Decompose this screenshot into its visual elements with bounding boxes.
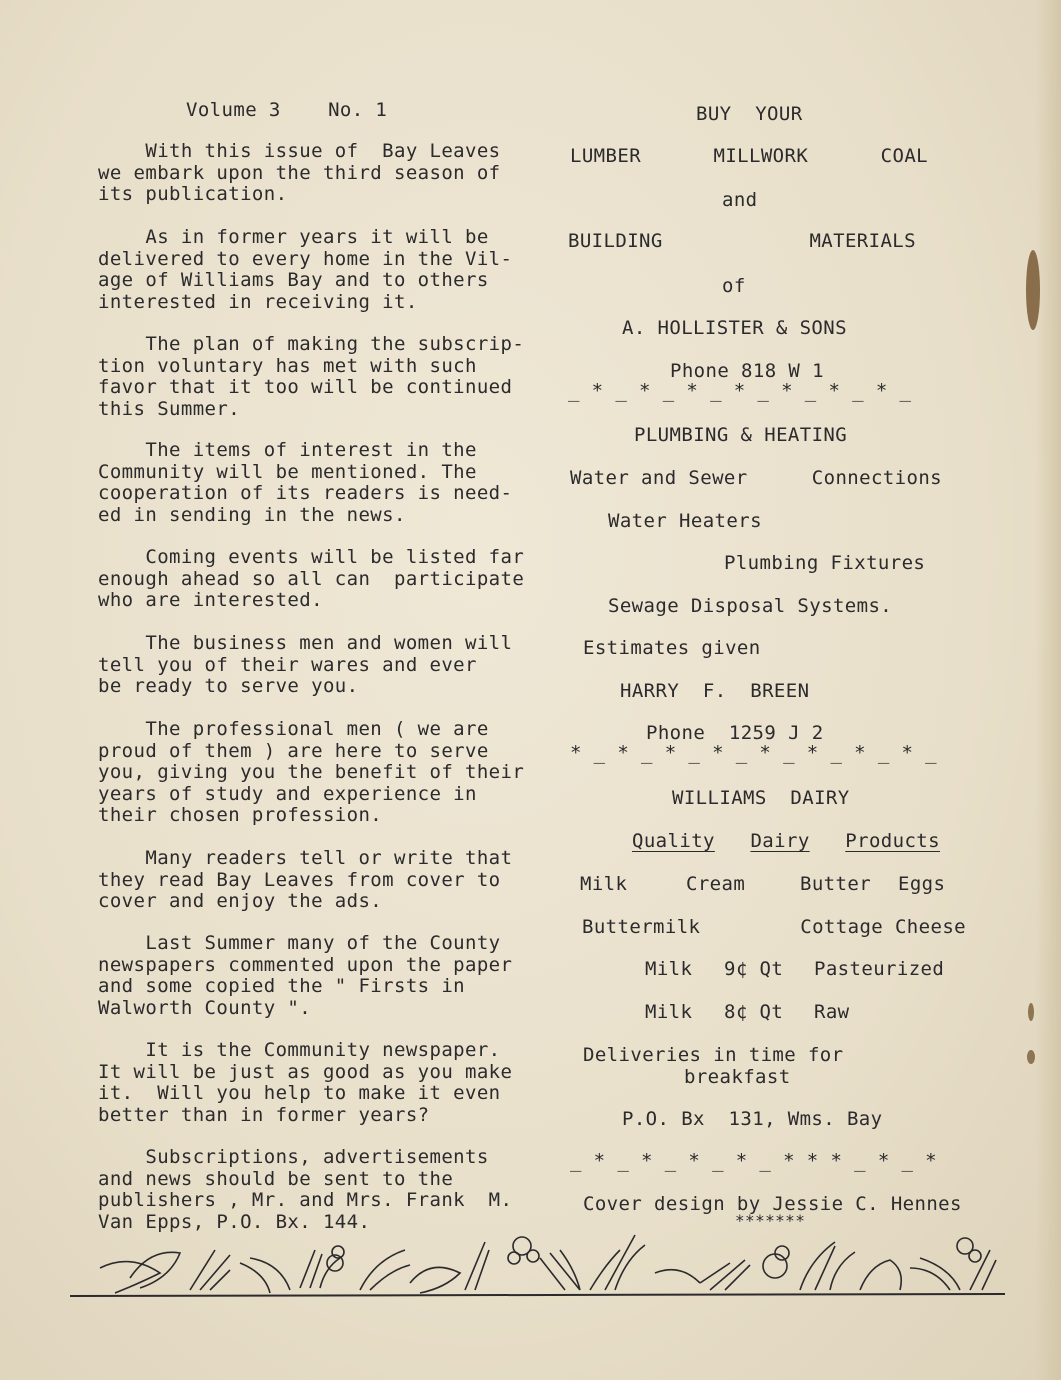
dairy-ad-price-raw: 8¢ Qt bbox=[724, 1001, 784, 1023]
paragraph-coming-events bbox=[98, 547, 553, 612]
text-line: Coming events will be listed far bbox=[98, 546, 525, 568]
item-materials: MATERIALS bbox=[809, 230, 916, 252]
text-line: newspapers commented upon the paper bbox=[98, 953, 513, 976]
plumbing-ad-estimates: Estimates given bbox=[583, 637, 761, 659]
text-line: their chosen profession. bbox=[98, 804, 383, 826]
dairy-ad-milk-raw: Milk bbox=[645, 1001, 693, 1023]
tagline-quality: Quality bbox=[632, 830, 715, 852]
dairy-ad-row2 bbox=[582, 916, 966, 938]
plumbing-ad-name: HARRY F. BREEN bbox=[620, 680, 810, 702]
plumbing-ad-headline: PLUMBING & HEATING bbox=[634, 424, 848, 446]
dairy-ad-pasteurized: Pasteurized bbox=[814, 958, 945, 980]
text-line: The items of interest in the bbox=[98, 439, 477, 461]
text-line: Walworth County ". bbox=[98, 996, 312, 1019]
text-line: It will be just as good as you make bbox=[98, 1060, 513, 1083]
border-flourishes bbox=[100, 1235, 996, 1293]
text-line: tell you of their wares and ever bbox=[98, 653, 477, 676]
text-line: cover and enjoy the ads. bbox=[98, 890, 383, 912]
dairy-ad-price-pasteurized: 9¢ Qt bbox=[724, 958, 784, 980]
text-line: The business men and women will bbox=[98, 632, 513, 654]
lumber-ad-headline: BUY YOUR bbox=[696, 103, 803, 125]
item-building: BUILDING bbox=[568, 230, 663, 252]
tagline-products: Products bbox=[845, 830, 940, 852]
text-cottage-cheese: Cottage Cheese bbox=[800, 916, 966, 938]
dairy-ad-butter: Butter bbox=[800, 873, 872, 895]
item-millwork: MILLWORK bbox=[713, 145, 809, 167]
paragraph-publishers bbox=[98, 1147, 553, 1233]
text-line: age of Williams Bay and to others bbox=[98, 269, 489, 291]
text-line: With this issue of Bay Leaves bbox=[98, 140, 501, 162]
paragraph-county-papers bbox=[98, 933, 553, 1019]
separator-3: _ * _ * _ * _ * _ * * * _ * _ * bbox=[570, 1150, 938, 1172]
text-line: and some copied the " Firsts in bbox=[98, 975, 466, 997]
text-line: Last Summer many of the County bbox=[98, 932, 501, 954]
text-buttermilk: Buttermilk bbox=[582, 916, 701, 938]
text-line: its publication. bbox=[98, 183, 288, 205]
dairy-ad-delivery-1: Deliveries in time for bbox=[583, 1044, 844, 1066]
cover-credit: Cover design by Jessie C. Hennes bbox=[583, 1193, 962, 1215]
lumber-ad-and: and bbox=[722, 189, 758, 211]
dairy-ad-address: P.O. Bx 131, Wms. Bay bbox=[622, 1108, 883, 1130]
text-line: this Summer. bbox=[98, 397, 241, 420]
plumbing-ad-phone: Phone 1259 J 2 bbox=[646, 722, 824, 744]
dairy-ad-milk: Milk bbox=[580, 873, 628, 895]
paragraph-community-newspaper bbox=[98, 1040, 553, 1126]
dairy-ad-raw: Raw bbox=[814, 1001, 850, 1023]
paragraph-intro bbox=[98, 141, 553, 206]
text-line: and news should be sent to the bbox=[98, 1167, 454, 1190]
paragraph-subscription bbox=[98, 334, 553, 420]
text-line: ed in sending in the news. bbox=[98, 503, 406, 526]
plumbing-ad-sewage: Sewage Disposal Systems. bbox=[608, 595, 893, 617]
paragraph-business bbox=[98, 633, 553, 698]
text-connections: Connections bbox=[811, 467, 942, 489]
lumber-ad-phone: Phone 818 W 1 bbox=[670, 360, 824, 382]
dairy-ad-headline: WILLIAMS DAIRY bbox=[672, 787, 850, 809]
text-line: cooperation of its readers is need- bbox=[98, 482, 513, 504]
text-line: As in former years it will be bbox=[98, 226, 489, 248]
lumber-ad-company: A. HOLLISTER & SONS bbox=[622, 317, 847, 339]
dairy-ad-tagline bbox=[632, 830, 940, 852]
text-line: delivered to every home in the Vil- bbox=[98, 247, 513, 270]
text-line: Van Epps, P.O. Bx. 144. bbox=[98, 1210, 371, 1233]
text-line: years of study and experience in bbox=[98, 782, 477, 805]
paragraph-community-items bbox=[98, 440, 553, 526]
text-line: who are interested. bbox=[98, 589, 323, 611]
border-baseline bbox=[70, 1294, 1005, 1296]
volume-label: Volume 3 bbox=[186, 99, 281, 121]
stain-mark bbox=[1027, 1050, 1035, 1064]
dairy-ad-milk-pasteurized: Milk bbox=[645, 958, 693, 980]
floral-border-illustration bbox=[70, 1228, 1005, 1300]
plumbing-ad-fixtures: Plumbing Fixtures bbox=[724, 552, 926, 574]
text-line: better than in former years? bbox=[98, 1103, 430, 1126]
text-line: The plan of making the subscrip- bbox=[98, 333, 525, 355]
text-line: favor that it too will be continued bbox=[98, 376, 513, 398]
text-line: enough ahead so all can participate bbox=[98, 567, 525, 590]
paper-edge bbox=[1035, 0, 1061, 1380]
text-line: you, giving you the benefit of their bbox=[98, 761, 525, 783]
paragraph-professional bbox=[98, 719, 553, 827]
text-line: interested in receiving it. bbox=[98, 290, 418, 313]
text-line: proud of them ) are here to serve bbox=[98, 739, 489, 762]
text-water-sewer: Water and Sewer bbox=[570, 467, 748, 489]
text-line: be ready to serve you. bbox=[98, 675, 359, 697]
text-line: they read Bay Leaves from cover to bbox=[98, 868, 501, 891]
item-lumber: LUMBER bbox=[570, 145, 642, 167]
cover-credit-stars: ******* bbox=[735, 1211, 806, 1230]
stain-mark bbox=[1028, 1003, 1034, 1021]
separator-2: * _ * _ * _ * _ * _ * _ * _ * _ bbox=[570, 742, 938, 764]
text-line: It is the Community newspaper. bbox=[98, 1039, 501, 1061]
tape-stain bbox=[1026, 250, 1040, 330]
dairy-ad-eggs: Eggs bbox=[898, 873, 946, 895]
paragraph-readers bbox=[98, 848, 553, 913]
text-line: it. Will you help to make it even bbox=[98, 1082, 501, 1104]
dairy-ad-cream: Cream bbox=[686, 873, 746, 895]
paragraph-delivery bbox=[98, 227, 553, 313]
text-line: Many readers tell or write that bbox=[98, 847, 513, 869]
text-line: The professional men ( we are bbox=[98, 718, 489, 740]
plumbing-ad-water-sewer bbox=[570, 467, 942, 489]
text-line: Community will be mentioned. The bbox=[98, 460, 477, 483]
text-line: Subscriptions, advertisements bbox=[98, 1146, 489, 1168]
separator-1: _ * _ * _ * _ * _ * _ * _ * _ bbox=[568, 380, 912, 402]
text-line: tion voluntary has met with such bbox=[98, 354, 477, 377]
item-coal: COAL bbox=[880, 145, 928, 167]
volume-header bbox=[186, 99, 387, 121]
issue-number: No. 1 bbox=[328, 99, 388, 121]
tagline-dairy: Dairy bbox=[750, 830, 810, 852]
dairy-ad-delivery-2: breakfast bbox=[684, 1066, 791, 1088]
lumber-ad-items bbox=[570, 145, 928, 167]
plumbing-ad-water-heaters: Water Heaters bbox=[608, 510, 762, 532]
lumber-ad-of: of bbox=[722, 275, 746, 297]
text-line: we embark upon the third season of bbox=[98, 161, 501, 184]
text-line: publishers , Mr. and Mrs. Frank M. bbox=[98, 1189, 513, 1211]
lumber-ad-building bbox=[568, 230, 916, 252]
